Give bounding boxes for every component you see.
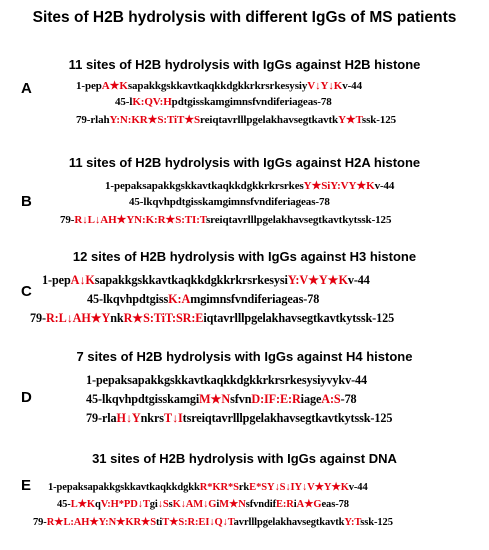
cleavage-site-segment: K↓AM↓G: [172, 499, 217, 510]
panel-c-heading: 12 sites of H2B hydrolysis with IgGs against H3 histone: [72, 249, 417, 264]
sequence-segment: 79-: [30, 311, 46, 325]
cleavage-site-segment: A↓K: [70, 273, 95, 287]
sequence-segment: sfvndif: [245, 499, 276, 510]
panel-a-heading: 11 sites of H2B hydrolysis with IgGs against H2B histone: [68, 57, 421, 72]
panel-d-seq-line-2: [86, 392, 357, 407]
sequence-segment: iqtavrlllpgelakhavsegtkavtkytssk-125: [203, 311, 395, 325]
cleavage-site-segment: E*SY↓S↓IY↓V★Y★K: [249, 482, 349, 493]
cleavage-site-segment: M★N: [219, 499, 246, 510]
sequence-segment: nkrs: [140, 411, 164, 425]
cleavage-site-segment: R*KR*S: [199, 482, 239, 493]
panel-d-heading: 7 sites of H2B hydrolysis with IgGs against H4 histone: [76, 349, 413, 364]
sequence-segment: 1-pep: [42, 273, 71, 287]
sequence-segment: q: [95, 499, 101, 510]
sequence-segment: 45-: [57, 499, 71, 510]
cleavage-site-segment: L★K: [70, 499, 95, 510]
sequence-segment: v-44: [347, 273, 370, 287]
cleavage-site-segment: Y★T: [338, 114, 362, 126]
sequence-segment: 79-: [60, 214, 75, 226]
panel-e-letter: E: [21, 477, 32, 494]
cleavage-site-segment: R↓L↓AH★YN:K:R★S:TI:T: [74, 214, 206, 226]
sequence-segment: ssk-125: [360, 517, 393, 528]
panel-e-seq-line-3: [33, 516, 393, 528]
sequence-segment: 1-pepaksapakkgskkavtkaqkkdgkk: [48, 482, 200, 493]
cleavage-site-segment: Y★SiY:VY★K: [303, 180, 375, 192]
panel-a-letter: A: [21, 80, 32, 97]
panel-a-seq-line-3: [76, 113, 396, 126]
sequence-segment: avrlllpgelakhavsegtkavtk: [233, 517, 345, 528]
sequence-segment: -78: [340, 392, 357, 406]
cleavage-site-segment: A★G: [296, 499, 322, 510]
sequence-segment: ti: [155, 517, 163, 528]
sequence-segment: sreiqtavrlllpgelakhavsegtkavtkytssk-125: [205, 214, 392, 226]
panel-b-seq-line-3: [60, 213, 391, 226]
cleavage-site-segment: V:H*PD↓T: [100, 499, 150, 510]
sequence-segment: 79-rla: [86, 411, 117, 425]
panel-c-seq-line-2: [87, 292, 319, 307]
sequence-segment: reiqtavrlllpgelakhavsegtkavtk: [200, 114, 339, 126]
sequence-segment: nk: [110, 311, 124, 325]
cleavage-site-segment: A★K: [101, 80, 128, 92]
cleavage-site-segment: V↓Y↓K: [307, 80, 343, 92]
cleavage-site-segment: D:IF:E:R: [251, 392, 301, 406]
panel-b-seq-line-1: [105, 179, 394, 192]
cleavage-site-segment: Y:T: [344, 517, 361, 528]
sequence-segment: iage: [300, 392, 322, 406]
sequence-segment: i: [293, 499, 297, 510]
cleavage-site-segment: Y:N:KR★S:TiT★S: [109, 114, 200, 126]
cleavage-site-segment: R:L↓AH★Y: [45, 311, 111, 325]
cleavage-site-segment: A:S: [321, 392, 341, 406]
sequence-segment: eas-78: [321, 499, 349, 510]
panel-d-letter: D: [21, 389, 32, 406]
sequence-segment: v-44: [348, 482, 368, 493]
sequence-segment: sapakkgskkavtkaqkkdgkkrkrsrkesysi: [94, 273, 288, 287]
cleavage-site-segment: T★S:R:EI↓Q↓T: [162, 517, 234, 528]
cleavage-site-segment: H↓Y: [116, 411, 141, 425]
sequence-segment: 45-l: [115, 96, 133, 108]
cleavage-site-segment: K:A: [168, 292, 191, 306]
figure-title: Sites of H2B hydrolysis with different IgGs of MS patients: [32, 9, 457, 26]
sequence-segment: rk: [238, 482, 250, 493]
panel-c-seq-line-1: [42, 273, 370, 288]
sequence-segment: 1-pepaksapakkgskkavtkaqkkdgkkrkrsrkesysiyvykv-44: [86, 373, 368, 387]
panel-a-seq-line-1: [76, 79, 362, 92]
sequence-segment: v-44: [342, 80, 362, 92]
cleavage-site-segment: K:QV:H: [132, 96, 172, 108]
panel-c-seq-line-3: [30, 311, 394, 326]
panel-b-heading: 11 sites of H2B hydrolysis with IgGs against H2A histone: [68, 155, 421, 170]
panel-e-seq-line-2: [57, 498, 349, 510]
panel-e-heading: 31 sites of H2B hydrolysis with IgGs against DNA: [92, 451, 397, 466]
panel-e-seq-line-1: [48, 481, 368, 493]
cleavage-site-segment: T↓I: [163, 411, 183, 425]
sequence-segment: tsreiqtavrlllpgelakhavsegtkavtkytssk-125: [182, 411, 393, 425]
sequence-segment: mgimnsfvndiferiageas-78: [190, 292, 320, 306]
sequence-segment: sapakkgskkavtkaqkkdgkkrkrsrkesysiy: [127, 80, 308, 92]
cleavage-site-segment: ↓S: [157, 499, 169, 510]
sequence-segment: v-44: [374, 180, 395, 192]
panel-c-letter: C: [21, 283, 32, 300]
sequence-segment: sfvn: [230, 392, 252, 406]
cleavage-site-segment: R★S:TiT:SR:E: [123, 311, 204, 325]
cleavage-site-segment: E:R: [276, 499, 294, 510]
sequence-segment: gi: [149, 499, 158, 510]
panel-d-seq-line-3: [86, 411, 392, 426]
cleavage-site-segment: R★L:AH★Y:N★KR★S: [46, 517, 156, 528]
sequence-segment: s: [168, 499, 173, 510]
sequence-segment: 79-rlah: [76, 114, 110, 126]
panel-a-seq-line-2: [115, 96, 332, 108]
sequence-segment: 45-lkqvhpdtgisskamgi: [86, 392, 200, 406]
cleavage-site-segment: M★N: [199, 392, 231, 406]
panel-b-seq-line-2: [129, 196, 330, 208]
cleavage-site-segment: Y:V★Y★K: [287, 273, 348, 287]
sequence-segment: 45-lkqvhpdtgiss: [87, 292, 169, 306]
sequence-segment: pdtgisskamgimnsfvndiferiageas-78: [171, 96, 332, 108]
sequence-segment: 1-pep: [76, 80, 102, 92]
sequence-segment: i: [216, 499, 220, 510]
panel-d-seq-line-1: [86, 373, 367, 388]
sequence-segment: ssk-125: [361, 114, 397, 126]
sequence-segment: 79-: [33, 517, 47, 528]
panel-b-letter: B: [21, 193, 32, 210]
sequence-segment: 45-lkqvhpdtgisskamgimnsfvndiferiageas-78: [129, 196, 330, 208]
sequence-segment: 1-pepaksapakkgskkavtkaqkkdgkkrkrsrkes: [105, 180, 304, 192]
